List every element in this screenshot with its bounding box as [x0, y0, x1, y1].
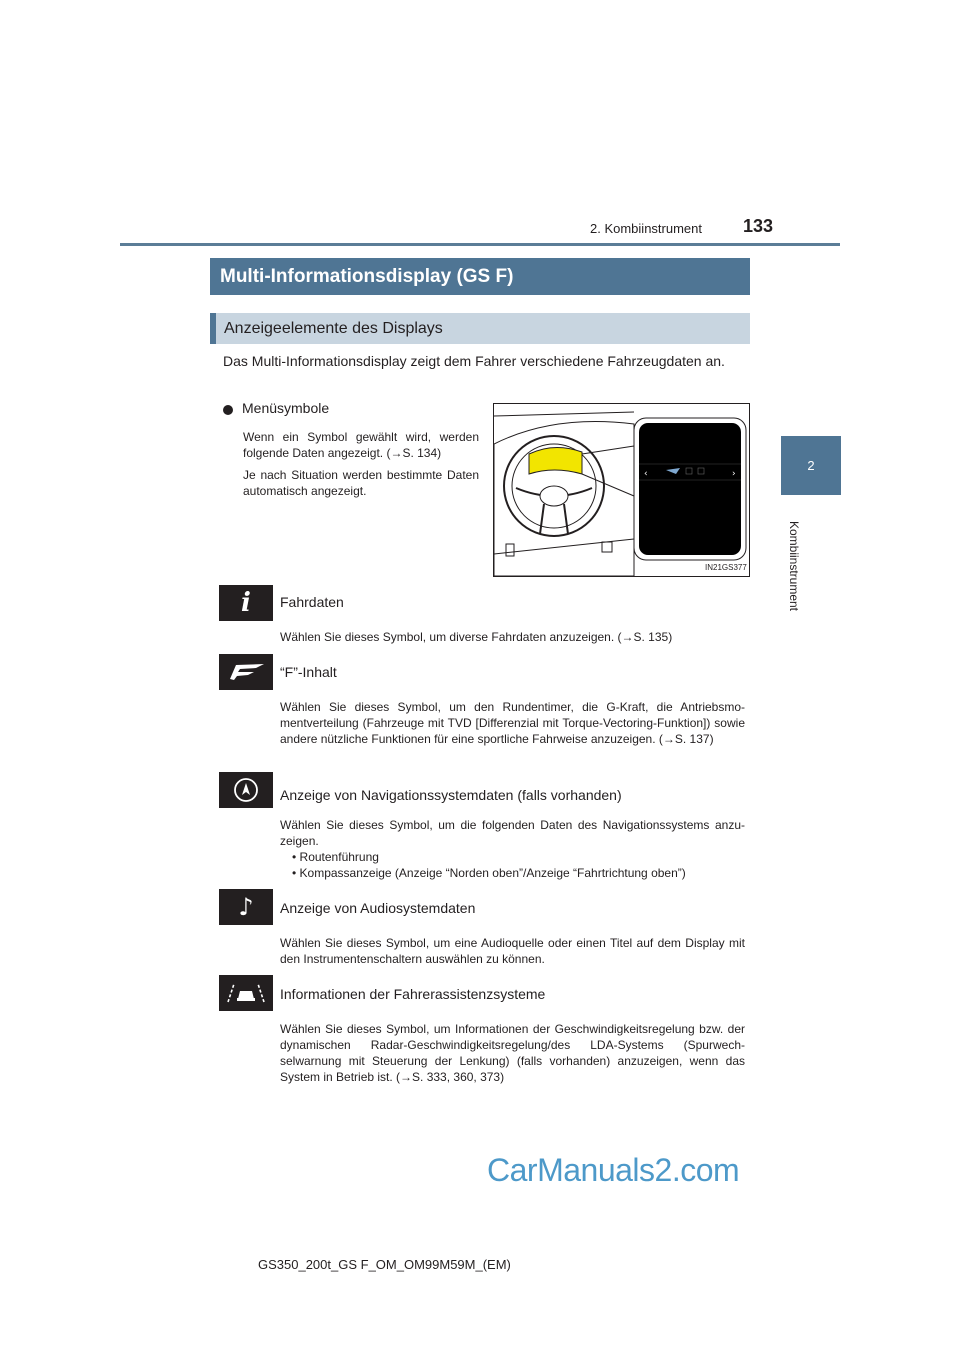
chapter-label: Kombiinstrument [787, 520, 801, 612]
bullet-title: Menüsymbole [242, 400, 330, 416]
item-title: Anzeige von Navigationssystemdaten (falls vorhanden) [280, 787, 622, 803]
dashboard-drawing [494, 404, 749, 576]
subsection-heading-accent [210, 313, 216, 344]
driver-assist-icon [219, 975, 273, 1011]
item-title: Anzeige von Audiosystemdaten [280, 900, 476, 916]
music-note-icon: ♪ [219, 889, 273, 925]
f-sport-icon [219, 654, 273, 690]
illustration-code: IN21GS377 [705, 563, 747, 572]
header-divider [120, 243, 840, 246]
section-heading: Multi-Informationsdisplay (GS F) [210, 258, 750, 295]
bullet-text: Wenn ein Symbol gewählt wird, werden folgende Daten angezeigt. (→S. 134) [243, 430, 479, 460]
info-icon: i [219, 585, 273, 621]
item-text: Wählen Sie dieses Symbol, um den Rundentimer, die G-Kraft, die Antriebsmo-mentverteilung (Fahrzeuge mit TVD [Differenzial mit Torque-Vectoring-Funktion]) sowie andere nützliche Funktionen für eine sportliche Fahrweise anzuzeigen. (→S. 137) [280, 700, 745, 746]
subsection-heading: Anzeigeelemente des Displays [210, 313, 750, 344]
item-title: “F”-Inhalt [280, 664, 337, 680]
item-text: Wählen Sie dieses Symbol, um diverse Fahrdaten anzuzeigen. (→S. 135) [280, 630, 673, 644]
item-subpoint: • Kompassanzeige (Anzeige “Norden oben”/Anzeige “Fahrtrichtung oben”) [292, 866, 686, 880]
svg-text:‹: ‹ [644, 469, 648, 479]
bullet-icon [223, 405, 233, 415]
page-number: 133 [743, 216, 774, 236]
svg-text:›: › [732, 469, 736, 479]
section-title: 2. Kombiinstrument [590, 221, 702, 236]
watermark: CarManuals2.com [487, 1152, 740, 1188]
document-code: GS350_200t_GS F_OM_OM99M59M_(EM) [258, 1257, 511, 1272]
bullet-text: Je nach Situation werden bestimmte Daten automatisch angezeigt. [243, 468, 479, 498]
navigation-icon [219, 772, 273, 808]
item-text: Wählen Sie dieses Symbol, um eine Audioquelle oder einen Titel auf dem Display mit den Instrumentenschaltern auswählen zu können. [280, 936, 745, 966]
item-title: Fahrdaten [280, 594, 344, 610]
chapter-tab: 2 [781, 436, 841, 495]
dashboard-illustration [493, 403, 750, 577]
item-subpoint: • Routenführung [292, 850, 379, 864]
intro-text: Das Multi-Informationsdisplay zeigt dem Fahrer verschiedene Fahrzeugdaten an. [223, 353, 725, 369]
item-title: Informationen der Fahrerassistenzsysteme [280, 986, 546, 1002]
item-text: Wählen Sie dieses Symbol, um die folgenden Daten des Navigationssystems anzu-zeigen. [280, 818, 745, 848]
item-text: Wählen Sie dieses Symbol, um Informationen der Geschwindigkeitsregelung bzw. der dynamischen Radar-Geschwindigkeitsregelung/des LDA-Systems (Spurwech-selwarnung mit Steuerung der Lenkung) (falls vorhanden) anzuzeigen, wenn das System in Betrieb ist. (→S. 333, 360, 373) [280, 1022, 745, 1084]
